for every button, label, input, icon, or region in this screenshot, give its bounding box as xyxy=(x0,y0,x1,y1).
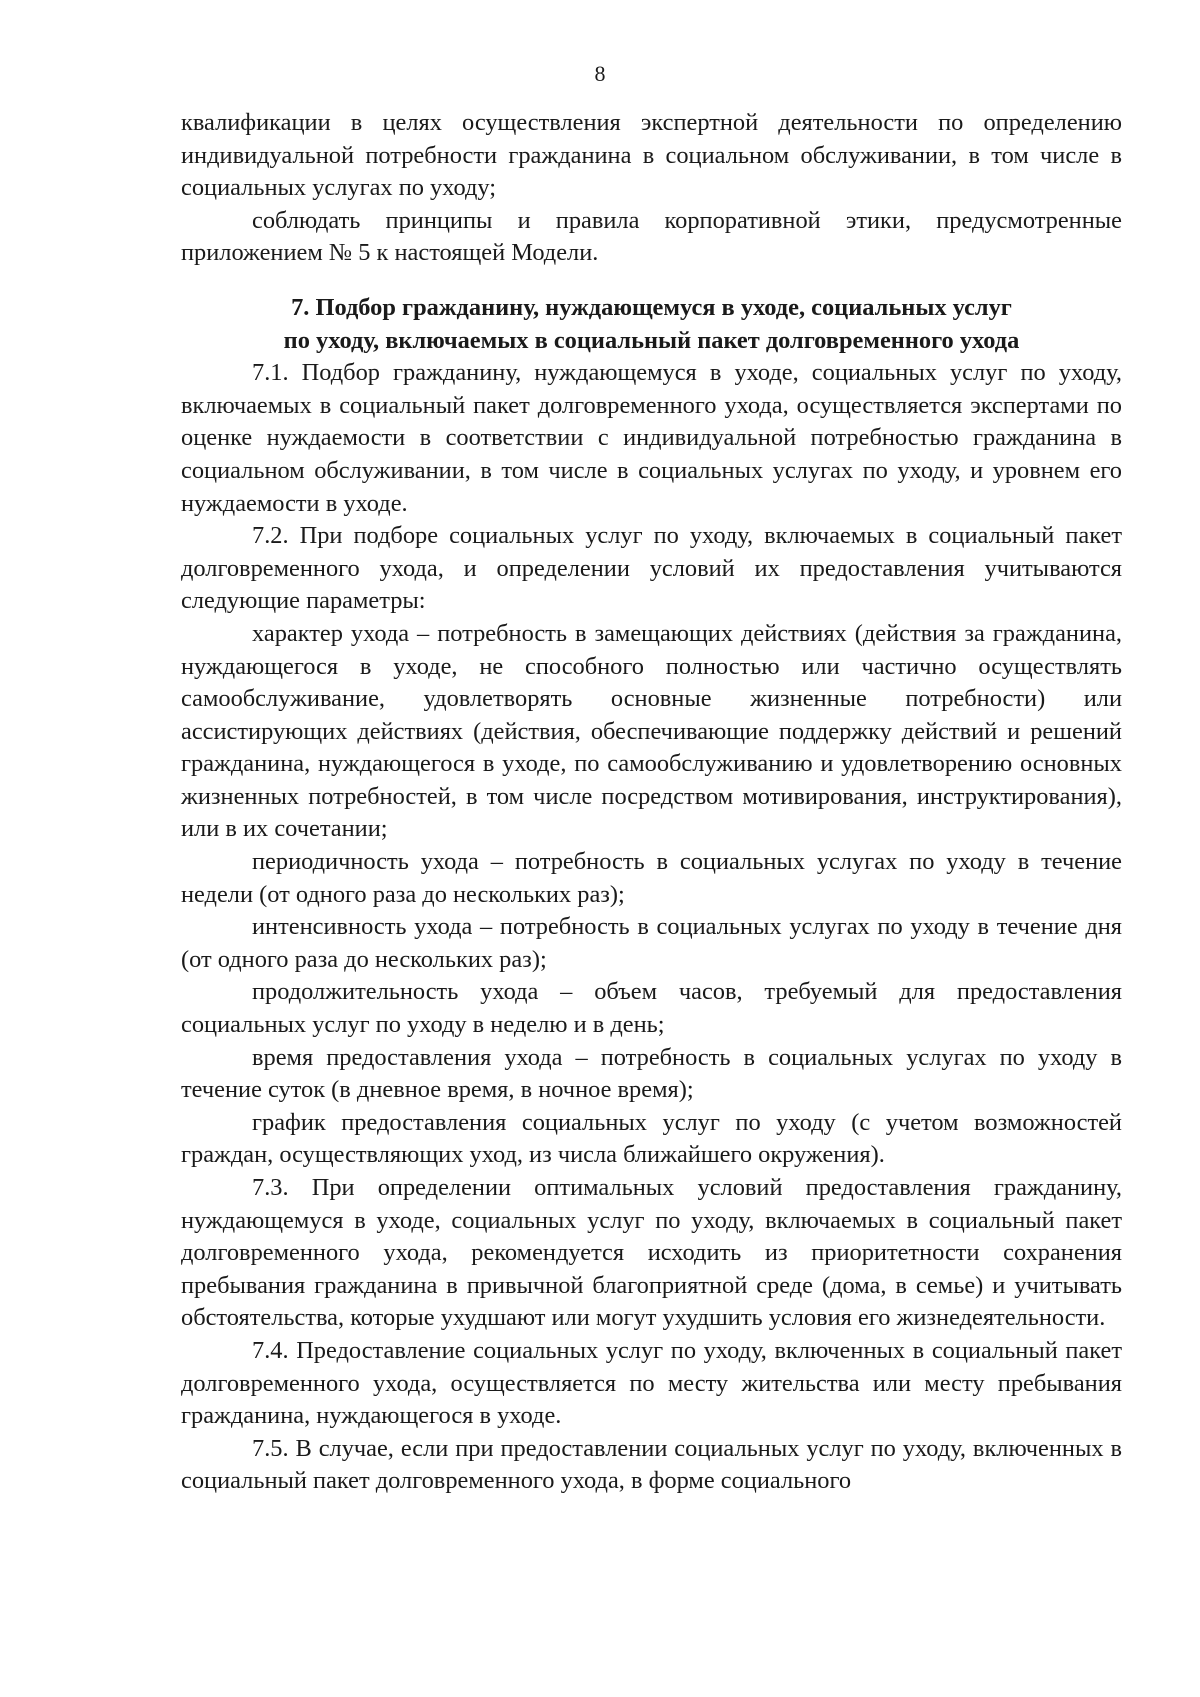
paragraph-7-2: 7.2. При подборе социальных услуг по уходу, включаемых в социальный пакет долговременного ухода, и определении условий их предоставления учитываются следующие параметры: xyxy=(181,522,1122,615)
paragraph-ethics: соблюдать принципы и правила корпоративной этики, предусмотренные приложением № 5 к настоящей Модели. xyxy=(181,206,1122,267)
document-body xyxy=(181,107,1122,1498)
paragraph-7-1: 7.1. Подбор гражданину, нуждающемуся в уходе, социальных услуг по уходу, включаемых в социальный пакет долговременного ухода, осуществляется экспертами по оценке нуждаемости в соответствии с индивидуальной потребностью гражданина в социальном обслуживании, в том числе в социальных услугах по уходу, и уровнем его нуждаемости в уходе. xyxy=(181,359,1122,517)
section-heading xyxy=(181,292,1122,357)
list-item-care-periodicity: периодичность ухода – потребность в социальных услугах по уходу в течение недели (от одного раза до нескольких раз); xyxy=(181,848,1122,908)
list-item-care-schedule: график предоставления социальных услуг по уходу (с учетом возможностей граждан, осуществляющих уход, из числа ближайшего окружения). xyxy=(181,1108,1122,1169)
section-heading-line-1: 7. Подбор гражданину, нуждающемуся в уходе, социальных услуг xyxy=(291,293,1012,321)
list-item-care-intensity: интенсивность ухода – потребность в социальных услугах по уходу в течение дня (от одного раза до нескольких раз); xyxy=(181,913,1122,973)
paragraph-7-4: 7.4. Предоставление социальных услуг по уходу, включенных в социальный пакет долговременного ухода, осуществляется по месту жительства или месту пребывания гражданина, нуждающегося в уходе. xyxy=(181,1336,1122,1430)
paragraph-7-5: 7.5. В случае, если при предоставлении социальных услуг по уходу, включенных в социальный пакет долговременного ухода, в форме социального xyxy=(181,1434,1122,1495)
page-number: 8 xyxy=(594,61,606,86)
list-item-care-character: характер ухода – потребность в замещающих действиях (действия за гражданина, нуждающегося в уходе, не способного полностью или частично осуществлять самообслуживание, удовлетворять основные жизненные потребности) или ассистирующих действиях (действия, обеспечивающие поддержку действий и решений гражданина, нуждающегося в уходе, по самообслуживанию и удовлетворению основных жизненных потребностей, в том числе посредством мотивирования, инструктирования), или в их сочетании; xyxy=(181,619,1122,843)
list-item-care-duration: продолжительность ухода – объем часов, требуемый для предоставления социальных услуг по уходу в неделю и в день; xyxy=(181,978,1122,1039)
section-heading-line-2: по уходу, включаемых в социальный пакет долговременного ухода xyxy=(283,326,1020,354)
list-item-care-time: время предоставления ухода – потребность в социальных услугах по уходу в течение суток (в дневное время, в ночное время); xyxy=(181,1043,1122,1104)
paragraph-7-3: 7.3. При определении оптимальных условий предоставления гражданину, нуждающемуся в уходе, социальных услуг по уходу, включаемых в социальный пакет долговременного ухода, рекомендуется исходить из приоритетности сохранения пребывания гражданина в привычной благоприятной среде (дома, в семье) и учитывать обстоятельства, которые ухудшают или могут ухудшить условия его жизнедеятельности. xyxy=(181,1174,1122,1332)
paragraph-continuation: квалификации в целях осуществления экспертной деятельности по определению индивидуальной потребности гражданина в социальном обслуживании, в том числе в социальных услугах по уходу; xyxy=(181,109,1122,202)
